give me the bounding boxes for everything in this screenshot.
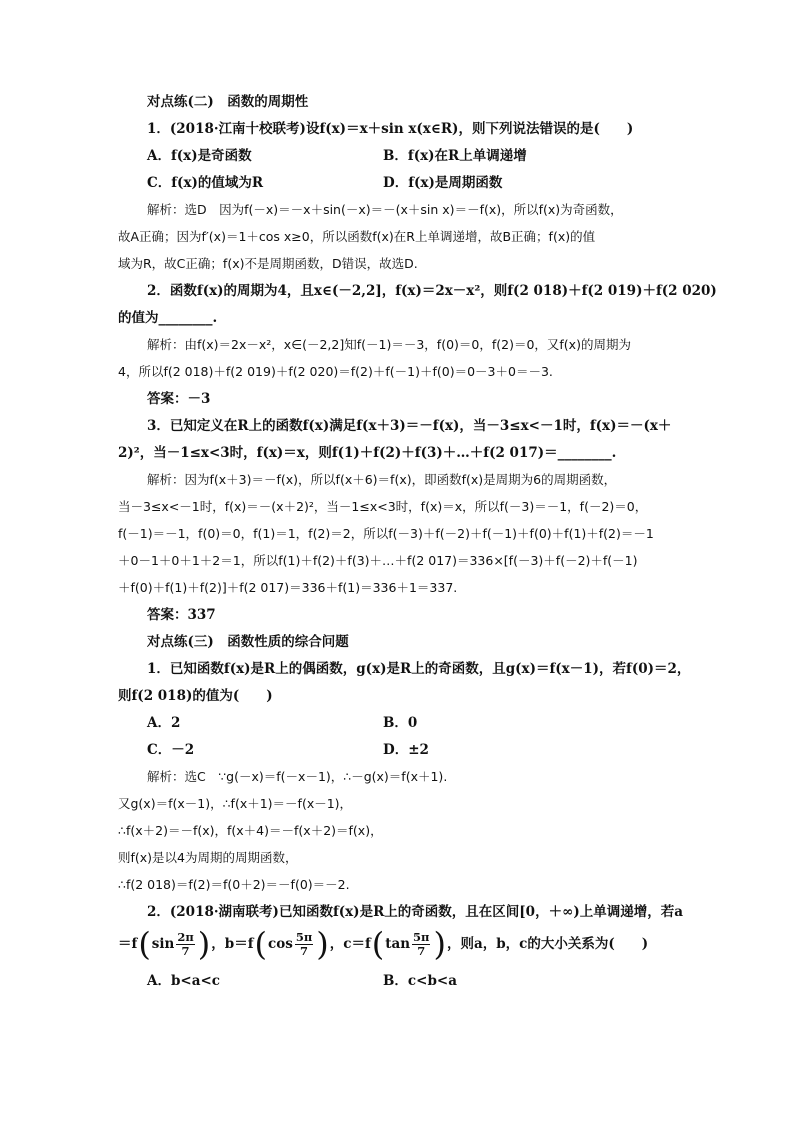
problem-1-analysis-line-4: 则f(x)是以4为周期的周期函数， [118,850,298,865]
section-title-periodicity: 对点练(二) 函数的周期性 [147,94,309,110]
option-b: B．0 [383,715,418,731]
question-1-options-row-2 [118,173,678,193]
question-2-answer: 答案：－3 [147,391,211,407]
question-3-answer: 答案：337 [147,607,216,623]
option-b: B．c<b<a [383,973,457,989]
b-assign: ，b＝f [211,936,254,952]
question-2-analysis-line-1: 解析：由f(x)＝2x－x²，x∈(－2,2]知f(－1)＝－3，f(0)＝0，f(2)＝0，又f(x)的周期为 [147,337,631,352]
option-b: B．f(x)在R上单调递增 [383,148,527,164]
fraction-numerator: 5π [295,929,313,944]
fraction-denominator: 7 [181,943,190,958]
option-a: A．b<a<c [147,973,221,989]
section-title-comprehensive: 对点练(三) 函数性质的综合问题 [147,634,349,650]
question-2-analysis-line-2: 4，所以f(2 018)＋f(2 019)＋f(2 020)＝f(2)＋f(－1)＋f(0)＝0－3＋0＝－3. [118,364,553,379]
problem-1-analysis-line-1: 解析：选C ∵g(－x)＝f(－x－1)，∴－g(x)＝f(x＋1). [147,769,448,784]
problem-2-stem-line-1: 2．(2018·湖南联考)已知函数f(x)是R上的奇函数，且在区间[0，＋∞)上单调递增，若a [147,904,683,920]
question-1-analysis-line-1: 解析：选D 因为f(－x)＝－x＋sin(－x)＝－(x＋sin x)＝－f(x)，所以f(x)为奇函数， [147,202,623,217]
question-2-stem-line-2: 的值为________. [118,310,218,326]
sin-fn: sin [151,936,175,952]
option-c: C．－2 [147,742,195,758]
question-3-analysis-line-4: ＋0－1＋0＋1＋2＝1，所以f(1)＋f(2)＋f(3)＋…＋f(2 017)＝336×[f(－3)＋f(－2)＋f(－1) [118,553,638,568]
problem-1-stem-line-1: 1．已知函数f(x)是R上的偶函数，g(x)是R上的奇函数，且g(x)＝f(x－1)，若f(0)＝2， [147,661,691,677]
question-3-analysis-line-3: f(－1)＝－1，f(0)＝0，f(1)＝1，f(2)＝2，所以f(－3)＋f(－2)＋f(－1)＋f(0)＋f(1)＋f(2)＝－1 [118,526,654,541]
left-paren: ( [138,925,151,963]
fraction-numerator: 5π [413,929,430,944]
fraction [295,931,313,958]
question-3-stem-line-1: 3．已知定义在R上的函数f(x)满足f(x＋3)＝－f(x)，当－3≤x<－1时，f(x)＝－(x＋ [147,418,672,434]
option-d: D．±2 [383,742,429,758]
problem-2-stem-line-2 [118,925,678,963]
c-assign: ，c＝f [329,936,371,952]
problem-1-stem-line-2: 则f(2 018)的值为( ) [118,688,273,704]
problem-2-options-row-1 [118,971,678,991]
right-paren: ) [197,925,211,963]
question-3-analysis-line-1: 解析：因为f(x＋3)＝－f(x)，所以f(x＋6)＝f(x)，即函数f(x)是周期为6的周期函数， [147,472,617,487]
option-d: D．f(x)是周期函数 [383,175,503,191]
option-a: A．2 [147,715,181,731]
option-a: A．f(x)是奇函数 [147,148,252,164]
option-c: C．f(x)的值域为R [147,175,264,191]
left-paren: ( [254,925,267,963]
question-1-options-row-1 [118,146,678,166]
problem-1-options-row-2 [118,740,678,760]
right-paren: ) [316,925,329,963]
problem-1-options-row-1 [118,713,678,733]
question-3-analysis-line-2: 当－3≤x<－1时，f(x)＝－(x＋2)²，当－1≤x<3时，f(x)＝x，所以f(－3)＝－1，f(－2)＝0， [118,499,648,514]
question-1-analysis-line-2: 故A正确；因为f′(x)＝1＋cos x≥0，所以函数f(x)在R上单调递增，故B正确；f(x)的值 [118,229,596,244]
question-1-stem: 1．(2018·江南十校联考)设f(x)＝x＋sin x(x∈R)，则下列说法错误的是( ) [147,121,634,137]
left-paren: ( [371,925,385,963]
problem-1-analysis-line-2: 又g(x)＝f(x－1)，∴f(x＋1)＝－f(x－1)， [118,796,353,811]
fraction [176,931,194,958]
fraction-numerator: 2π [177,929,194,944]
problem-2-tail: ，则a，b，c的大小关系为( ) [446,936,649,952]
question-2-stem-line-1: 2．函数f(x)的周期为4，且x∈(－2,2]，f(x)＝2x－x²，则f(2 018)＋f(2 019)＋f(2 020) [147,283,717,299]
fraction [412,931,430,958]
fraction-denominator: 7 [300,943,309,958]
a-assign: ＝f [118,936,138,952]
question-3-analysis-line-5: ＋f(0)＋f(1)＋f(2)]＋f(2 017)＝336＋f(1)＝336＋1＝337. [118,580,458,595]
problem-1-analysis-line-3: ∴f(x＋2)＝－f(x)，f(x＋4)＝－f(x＋2)＝f(x)， [118,823,383,838]
fraction-denominator: 7 [417,943,426,958]
cos-fn: cos [267,936,293,952]
right-paren: ) [433,925,446,963]
tan-fn: tan [385,936,411,952]
question-1-analysis-line-3: 域为R，故C正确；f(x)不是周期函数，D错误，故选D. [118,256,418,271]
question-3-stem-line-2: 2)²，当－1≤x<3时，f(x)＝x，则f(1)＋f(2)＋f(3)＋…＋f(2 017)＝________. [118,445,617,461]
problem-1-analysis-line-5: ∴f(2 018)＝f(2)＝f(0＋2)＝－f(0)＝－2. [118,877,350,892]
